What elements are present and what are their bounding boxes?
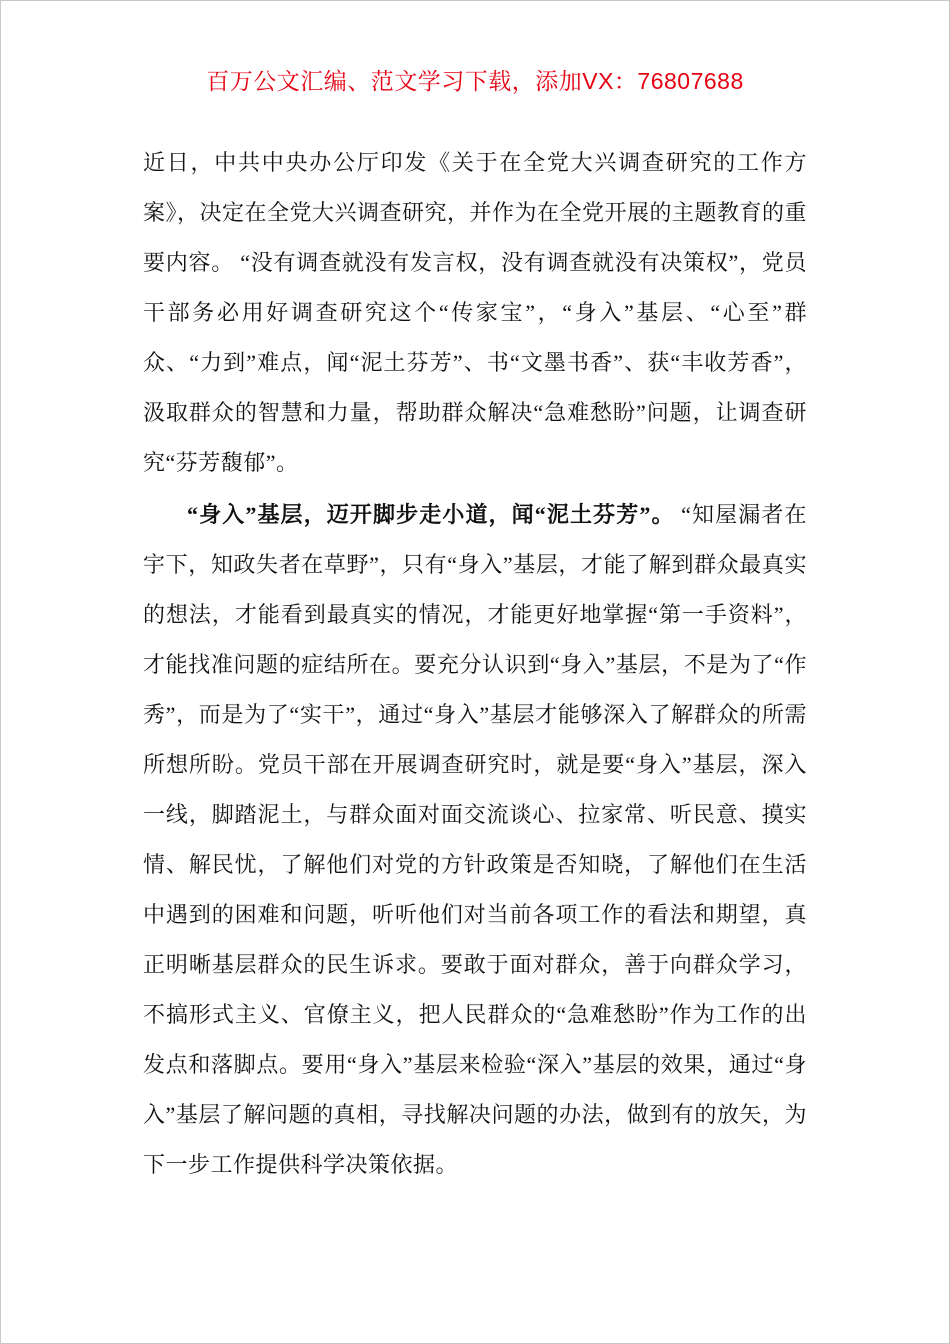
document-body xyxy=(1,138,949,1190)
paragraph-lead-bold: “身入”基层，迈开脚步走小道，闻“泥土芬芳”。 xyxy=(187,502,675,527)
paragraph-shenru-jiceng xyxy=(143,490,807,1190)
paragraph-body-text: “知屋漏者在宇下，知政失者在草野”，只有“身入”基层，才能了解到群众最真实的想法，才能看到最真实的情况，才能更好地掌握“第一手资料”，才能找准问题的症结所在。要充分认识到“身入”基层，不是为了“作秀”，而是为了“实干”，通过“身入”基层才能够深入了解群众的所需所想所盼。党员干部在开展调查研究时，就是要“身入”基层，深入一线，脚踏泥土，与群众面对面交流谈心、拉家常、听民意、摸实情、解民忧，了解他们对党的方针政策是否知晓，了解他们在生活中遇到的困难和问题，听听他们对当前各项工作的看法和期望，真正明晰基层群众的民生诉求。要敢于面对群众，善于向群众学习，不搞形式主义、官僚主义，把人民群众的“急难愁盼”作为工作的出发点和落脚点。要用“身入”基层来检验“深入”基层的效果，通过“身入”基层了解问题的真相，寻找解决问题的办法，做到有的放矢，为下一步工作提供科学决策依据。 xyxy=(143,502,807,1177)
watermark-header-text: 百万公文汇编、范文学习下载，添加VX：76807688 xyxy=(206,68,744,94)
paragraph-intro: 近日，中共中央办公厅印发《关于在全党大兴调查研究的工作方案》，决定在全党大兴调查研究，并作为在全党开展的主题教育的重要内容。 “没有调查就没有发言权，没有调查就没有决策权”，党员干部务必用好调查研究这个“传家宝”，“身入”基层、“心至”群众、“力到”难点，闻“泥土芬芳”、书“文墨书香”、获“丰收芳香”，汲取群众的智慧和力量，帮助群众解决“急难愁盼”问题，让调查研究“芬芳馥郁”。 xyxy=(143,150,808,475)
